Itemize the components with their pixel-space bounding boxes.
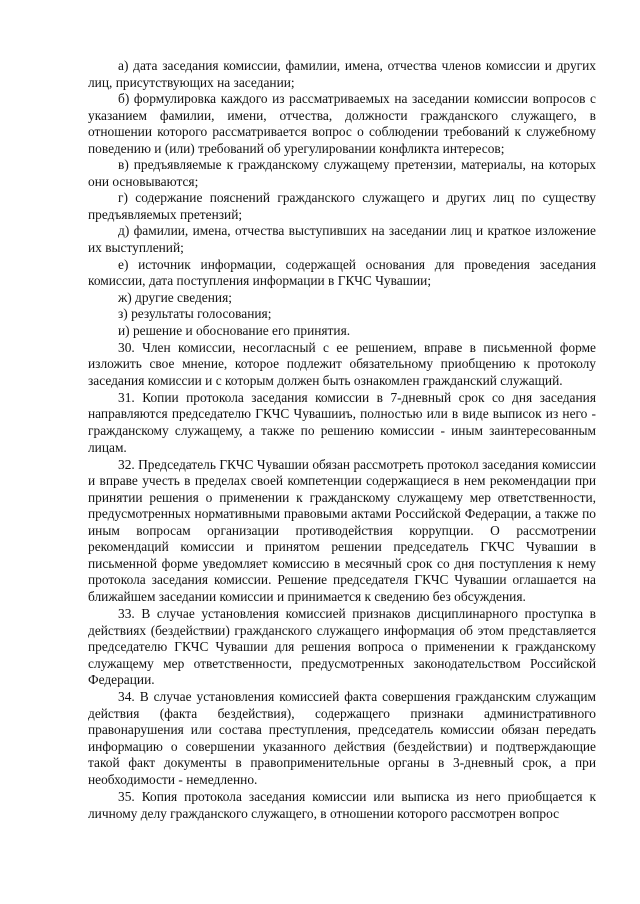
- paragraph-item-e: е) источник информации, содержащей основания для проведения заседания комиссии, дата поступления информации в ГКЧС Чувашии;: [88, 256, 596, 289]
- paragraph-item-i: и) решение и обоснование его принятия.: [118, 322, 351, 338]
- paragraph-item-v: в) предъявляемые к гражданскому служащему претензии, материалы, на которых они основываются;: [88, 157, 596, 189]
- paragraph-30: 30. Член комиссии, несогласный с ее решением, вправе в письменной форме изложить свое мнение, которое подлежит обязательному приобщению к протоколу заседания комиссии и с которым должен быть ознакомлен гражданский служащий.: [88, 339, 596, 388]
- paragraph-item-d: д) фамилии, имена, отчества выступивших на заседании лиц и краткое изложение их выступлений;: [88, 223, 596, 256]
- paragraph-35: 35. Копия протокола заседания комиссии или выписка из него приобщается к личному делу гражданского служащего, в отношении которого рассмотрен вопрос: [88, 789, 596, 821]
- paragraph-item-zh: ж) другие сведения;: [118, 289, 232, 305]
- paragraph-item-g: г) содержание пояснений гражданского служащего и других лиц по существу предъявляемых претензий;: [88, 190, 596, 222]
- paragraph-34: 34. В случае установления комиссией факта совершения гражданским служащим действия (факта бездействия), содержащего признаки административного правонарушения или состава преступления, председатель комиссии обязан передать информацию о совершении указанного действия (бездействии) и подтверждающие такой факт документы в правоприменительные органы в 3-дневный срок, а при необходимости - немедленно.: [88, 689, 596, 788]
- paragraph-31: 31. Копии протокола заседания комиссии в 7-дневный срок со дня заседания направляются председателю ГКЧС Чувашииъ, полностью или в виде выписок из него - гражданскому служащему, а также по решению комиссии - иным заинтересованным лицам.: [88, 389, 596, 455]
- document-page: [88, 58, 596, 822]
- paragraph-item-z: з) результаты голосования;: [118, 306, 272, 322]
- paragraph-item-b: б) формулировка каждого из рассматриваемых на заседании комиссии вопросов с указанием фамилии, имени, отчества, должности гражданского служащего, в отношении которого рассматривается вопрос о соблюдении требований к служебному поведению и (или) требований об урегулировании конфликта интересов;: [88, 91, 596, 156]
- paragraph-item-a: а) дата заседания комиссии, фамилии, имена, отчества членов комиссии и других лиц, присутствующих на заседании;: [88, 58, 596, 90]
- paragraph-33: 33. В случае установления комиссией признаков дисциплинарного проступка в действиях (бездействии) гражданского служащего информация об этом представляется председателю ГКЧС Чувашии для решения вопроса о применении к гражданскому служащему мер ответственности, предусмотренных законодательством Российской Федерации.: [88, 606, 596, 688]
- paragraph-32: 32. Председатель ГКЧС Чувашии обязан рассмотреть протокол заседания комиссии и вправе учесть в пределах своей компетенции содержащиеся в нем рекомендации при принятии решения о применении к гражданскому служащему мер ответственности, предусмотренных нормативными правовыми актами Российской Федерации, а также по иным вопросам организации противодействия коррупции. О рассмотрении рекомендаций комиссии и принятом решении председатель ГКЧС Чувашии в письменной форме уведомляет комиссию в месячный срок со дня поступления к нему протокола заседания комиссии. Решение председателя ГКЧС Чувашии оглашается на ближайшем заседании комиссии и принимается к сведению без обсуждения.: [88, 456, 596, 604]
